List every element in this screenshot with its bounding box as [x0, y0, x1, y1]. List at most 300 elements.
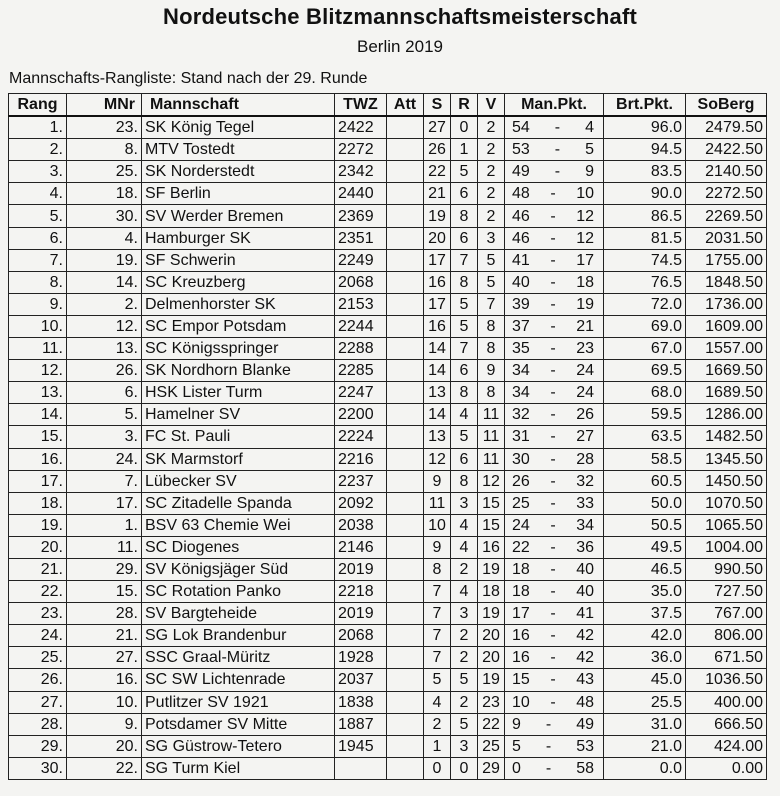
- rang-cell: 1.: [9, 116, 67, 139]
- brt-pkt-cell: 37.5: [604, 603, 686, 625]
- wins-cell: 1: [424, 735, 451, 757]
- att-cell: [387, 735, 424, 757]
- draws-cell: 2: [451, 625, 478, 647]
- draws-cell: 8: [451, 271, 478, 293]
- rang-cell: 8.: [9, 271, 67, 293]
- wins-cell: 2: [424, 713, 451, 735]
- wins-cell: 13: [424, 382, 451, 404]
- rang-cell: 23.: [9, 603, 67, 625]
- wins-cell: 0: [424, 757, 451, 779]
- man-pkt-cell: [505, 116, 604, 139]
- wins-cell: 4: [424, 691, 451, 713]
- table-row: [9, 271, 767, 293]
- table-row: [9, 625, 767, 647]
- rang-cell: 30.: [9, 757, 67, 779]
- soberg-cell: 767.00: [686, 603, 767, 625]
- man-pkt-dash: -: [550, 693, 556, 711]
- att-cell: [387, 382, 424, 404]
- team-cell: SF Berlin: [142, 183, 335, 205]
- table-row: [9, 205, 767, 227]
- table-row: [9, 139, 767, 161]
- twz-cell: 2440: [335, 183, 387, 205]
- wins-cell: 22: [424, 161, 451, 183]
- soberg-cell: 1689.50: [686, 382, 767, 404]
- wins-cell: 7: [424, 625, 451, 647]
- man-pkt-plus: 18: [512, 583, 530, 601]
- soberg-cell: 1450.50: [686, 470, 767, 492]
- man-pkt-cell: [505, 315, 604, 337]
- team-cell: SG Lok Brandenbur: [142, 625, 335, 647]
- att-cell: [387, 470, 424, 492]
- man-pkt-dash: -: [550, 472, 556, 490]
- man-pkt-cell: [505, 382, 604, 404]
- man-pkt-minus: 43: [576, 671, 594, 689]
- mnr-cell: 12.: [67, 315, 142, 337]
- rang-cell: 22.: [9, 581, 67, 603]
- brt-pkt-cell: 81.5: [604, 227, 686, 249]
- twz-cell: 2218: [335, 581, 387, 603]
- losses-cell: 3: [478, 227, 505, 249]
- brt-pkt-cell: 49.5: [604, 536, 686, 558]
- draws-cell: 4: [451, 514, 478, 536]
- att-cell: [387, 691, 424, 713]
- team-cell: SC Königsspringer: [142, 338, 335, 360]
- mnr-cell: 5.: [67, 404, 142, 426]
- table-row: [9, 581, 767, 603]
- team-cell: SC Diogenes: [142, 536, 335, 558]
- table-row: [9, 669, 767, 691]
- table-row: [9, 338, 767, 360]
- wins-cell: 9: [424, 536, 451, 558]
- losses-cell: 2: [478, 183, 505, 205]
- mnr-cell: 9.: [67, 713, 142, 735]
- man-pkt-dash: -: [550, 428, 556, 446]
- man-pkt-plus: 46: [512, 207, 530, 225]
- table-row: [9, 514, 767, 536]
- man-pkt-minus: 34: [576, 516, 594, 534]
- brt-pkt-cell: 69.5: [604, 360, 686, 382]
- brt-pkt-cell: 46.5: [604, 558, 686, 580]
- wins-cell: 16: [424, 315, 451, 337]
- soberg-cell: 666.50: [686, 713, 767, 735]
- team-cell: SC Empor Potsdam: [142, 315, 335, 337]
- brt-pkt-cell: 42.0: [604, 625, 686, 647]
- att-cell: [387, 338, 424, 360]
- man-pkt-dash: -: [550, 384, 556, 402]
- man-pkt-dash: -: [545, 737, 552, 755]
- att-cell: [387, 183, 424, 205]
- man-pkt-cell: [505, 603, 604, 625]
- mnr-cell: 10.: [67, 691, 142, 713]
- wins-cell: 14: [424, 360, 451, 382]
- man-pkt-plus: 53: [512, 141, 530, 159]
- soberg-cell: 1036.50: [686, 669, 767, 691]
- twz-cell: 2019: [335, 558, 387, 580]
- header-att: Att: [387, 94, 424, 117]
- man-pkt-dash: -: [550, 229, 556, 247]
- table-row: [9, 757, 767, 779]
- man-pkt-plus: 32: [512, 406, 530, 424]
- soberg-cell: 1669.50: [686, 360, 767, 382]
- wins-cell: 12: [424, 448, 451, 470]
- man-pkt-dash: -: [550, 406, 556, 424]
- mnr-cell: 11.: [67, 536, 142, 558]
- losses-cell: 2: [478, 161, 505, 183]
- soberg-cell: 1848.50: [686, 271, 767, 293]
- man-pkt-cell: [505, 492, 604, 514]
- draws-cell: 4: [451, 536, 478, 558]
- wins-cell: 7: [424, 603, 451, 625]
- man-pkt-minus: 58: [576, 759, 594, 777]
- man-pkt-plus: 15: [512, 671, 530, 689]
- losses-cell: 18: [478, 581, 505, 603]
- man-pkt-plus: 16: [512, 649, 530, 667]
- draws-cell: 4: [451, 581, 478, 603]
- rang-cell: 16.: [9, 448, 67, 470]
- losses-cell: 2: [478, 139, 505, 161]
- header-twz: TWZ: [335, 94, 387, 117]
- table-row: [9, 360, 767, 382]
- man-pkt-dash: -: [550, 273, 556, 291]
- draws-cell: 3: [451, 735, 478, 757]
- table-row: [9, 470, 767, 492]
- man-pkt-minus: 53: [576, 737, 594, 755]
- table-row: [9, 492, 767, 514]
- mnr-cell: 28.: [67, 603, 142, 625]
- rang-cell: 21.: [9, 558, 67, 580]
- man-pkt-dash: -: [550, 251, 556, 269]
- header-s: S: [424, 94, 451, 117]
- soberg-cell: 400.00: [686, 691, 767, 713]
- att-cell: [387, 315, 424, 337]
- brt-pkt-cell: 76.5: [604, 271, 686, 293]
- man-pkt-plus: 49: [512, 163, 530, 181]
- att-cell: [387, 448, 424, 470]
- twz-cell: 2068: [335, 271, 387, 293]
- man-pkt-dash: -: [550, 605, 556, 623]
- losses-cell: 15: [478, 492, 505, 514]
- soberg-cell: 806.00: [686, 625, 767, 647]
- twz-cell: 2216: [335, 448, 387, 470]
- mnr-cell: 26.: [67, 360, 142, 382]
- att-cell: [387, 647, 424, 669]
- team-cell: SK Norderstedt: [142, 161, 335, 183]
- brt-pkt-cell: 25.5: [604, 691, 686, 713]
- soberg-cell: 727.50: [686, 581, 767, 603]
- wins-cell: 19: [424, 205, 451, 227]
- man-pkt-plus: 0: [512, 759, 521, 777]
- mnr-cell: 21.: [67, 625, 142, 647]
- rang-cell: 9.: [9, 293, 67, 315]
- mnr-cell: 18.: [67, 183, 142, 205]
- wins-cell: 11: [424, 492, 451, 514]
- wins-cell: 5: [424, 669, 451, 691]
- man-pkt-plus: 37: [512, 317, 530, 335]
- man-pkt-dash: -: [550, 561, 556, 579]
- rang-cell: 5.: [9, 205, 67, 227]
- draws-cell: 5: [451, 426, 478, 448]
- team-cell: Hamelner SV: [142, 404, 335, 426]
- draws-cell: 6: [451, 448, 478, 470]
- man-pkt-dash: -: [554, 119, 561, 137]
- brt-pkt-cell: 69.0: [604, 315, 686, 337]
- twz-cell: 2351: [335, 227, 387, 249]
- rang-cell: 18.: [9, 492, 67, 514]
- rang-cell: 24.: [9, 625, 67, 647]
- draws-cell: 8: [451, 382, 478, 404]
- man-pkt-dash: -: [550, 583, 556, 601]
- man-pkt-dash: -: [550, 185, 556, 203]
- man-pkt-plus: 25: [512, 494, 530, 512]
- losses-cell: 8: [478, 382, 505, 404]
- table-row: [9, 735, 767, 757]
- wins-cell: 27: [424, 116, 451, 139]
- man-pkt-minus: 36: [576, 538, 594, 556]
- wins-cell: 8: [424, 558, 451, 580]
- rang-cell: 28.: [9, 713, 67, 735]
- man-pkt-minus: 9: [585, 163, 594, 181]
- man-pkt-dash: -: [550, 317, 556, 335]
- rang-cell: 6.: [9, 227, 67, 249]
- losses-cell: 9: [478, 360, 505, 382]
- brt-pkt-cell: 68.0: [604, 382, 686, 404]
- twz-cell: 1928: [335, 647, 387, 669]
- soberg-cell: 424.00: [686, 735, 767, 757]
- draws-cell: 6: [451, 183, 478, 205]
- man-pkt-cell: [505, 735, 604, 757]
- table-row: [9, 603, 767, 625]
- wins-cell: 9: [424, 470, 451, 492]
- twz-cell: 2237: [335, 470, 387, 492]
- wins-cell: 21: [424, 183, 451, 205]
- mnr-cell: 25.: [67, 161, 142, 183]
- soberg-cell: 1736.00: [686, 293, 767, 315]
- att-cell: [387, 249, 424, 271]
- man-pkt-cell: [505, 404, 604, 426]
- man-pkt-cell: [505, 558, 604, 580]
- att-cell: [387, 625, 424, 647]
- losses-cell: 11: [478, 404, 505, 426]
- draws-cell: 2: [451, 558, 478, 580]
- man-pkt-minus: 24: [576, 384, 594, 402]
- wins-cell: 20: [424, 227, 451, 249]
- team-cell: SC Zitadelle Spanda: [142, 492, 335, 514]
- rang-cell: 2.: [9, 139, 67, 161]
- losses-cell: 8: [478, 338, 505, 360]
- rang-cell: 20.: [9, 536, 67, 558]
- man-pkt-minus: 40: [576, 561, 594, 579]
- soberg-cell: 1482.50: [686, 426, 767, 448]
- losses-cell: 8: [478, 315, 505, 337]
- man-pkt-minus: 21: [576, 317, 594, 335]
- man-pkt-minus: 42: [576, 627, 594, 645]
- man-pkt-dash: -: [550, 538, 556, 556]
- att-cell: [387, 360, 424, 382]
- draws-cell: 4: [451, 404, 478, 426]
- man-pkt-cell: [505, 271, 604, 293]
- rang-cell: 11.: [9, 338, 67, 360]
- brt-pkt-cell: 83.5: [604, 161, 686, 183]
- mnr-cell: 19.: [67, 249, 142, 271]
- brt-pkt-cell: 94.5: [604, 139, 686, 161]
- att-cell: [387, 514, 424, 536]
- twz-cell: 2249: [335, 249, 387, 271]
- man-pkt-plus: 30: [512, 450, 530, 468]
- twz-cell: 2153: [335, 293, 387, 315]
- att-cell: [387, 271, 424, 293]
- team-cell: HSK Lister Turm: [142, 382, 335, 404]
- table-row: [9, 558, 767, 580]
- losses-cell: 23: [478, 691, 505, 713]
- twz-cell: 2092: [335, 492, 387, 514]
- att-cell: [387, 492, 424, 514]
- man-pkt-dash: -: [545, 759, 552, 777]
- man-pkt-plus: 16: [512, 627, 530, 645]
- man-pkt-minus: 19: [576, 295, 594, 313]
- losses-cell: 12: [478, 470, 505, 492]
- man-pkt-minus: 48: [576, 693, 594, 711]
- draws-cell: 0: [451, 757, 478, 779]
- soberg-cell: 1286.00: [686, 404, 767, 426]
- brt-pkt-cell: 45.0: [604, 669, 686, 691]
- team-cell: FC St. Pauli: [142, 426, 335, 448]
- man-pkt-plus: 5: [512, 737, 521, 755]
- losses-cell: 7: [478, 293, 505, 315]
- draws-cell: 7: [451, 249, 478, 271]
- table-row: [9, 116, 767, 139]
- table-row: [9, 293, 767, 315]
- brt-pkt-cell: 59.5: [604, 404, 686, 426]
- team-cell: SC Kreuzberg: [142, 271, 335, 293]
- att-cell: [387, 536, 424, 558]
- brt-pkt-cell: 90.0: [604, 183, 686, 205]
- rang-cell: 19.: [9, 514, 67, 536]
- rang-cell: 14.: [9, 404, 67, 426]
- draws-cell: 1: [451, 139, 478, 161]
- man-pkt-cell: [505, 757, 604, 779]
- att-cell: [387, 558, 424, 580]
- team-cell: SG Güstrow-Tetero: [142, 735, 335, 757]
- brt-pkt-cell: 58.5: [604, 448, 686, 470]
- soberg-cell: 2422.50: [686, 139, 767, 161]
- att-cell: [387, 139, 424, 161]
- mnr-cell: 24.: [67, 448, 142, 470]
- mnr-cell: 22.: [67, 757, 142, 779]
- team-cell: MTV Tostedt: [142, 139, 335, 161]
- soberg-cell: 2272.50: [686, 183, 767, 205]
- man-pkt-dash: -: [550, 494, 556, 512]
- man-pkt-cell: [505, 713, 604, 735]
- att-cell: [387, 116, 424, 139]
- twz-cell: 2272: [335, 139, 387, 161]
- mnr-cell: 7.: [67, 470, 142, 492]
- man-pkt-cell: [505, 448, 604, 470]
- team-cell: Delmenhorster SK: [142, 293, 335, 315]
- header-man-pkt: Man.Pkt.: [505, 94, 604, 117]
- man-pkt-plus: 34: [512, 384, 530, 402]
- man-pkt-minus: 12: [576, 207, 594, 225]
- table-row: [9, 426, 767, 448]
- man-pkt-cell: [505, 669, 604, 691]
- rang-cell: 15.: [9, 426, 67, 448]
- man-pkt-minus: 17: [576, 251, 594, 269]
- man-pkt-cell: [505, 647, 604, 669]
- header-brt-pkt: Brt.Pkt.: [604, 94, 686, 117]
- mnr-cell: 3.: [67, 426, 142, 448]
- draws-cell: 8: [451, 205, 478, 227]
- draws-cell: 6: [451, 360, 478, 382]
- man-pkt-dash: -: [550, 340, 556, 358]
- man-pkt-dash: -: [545, 715, 552, 733]
- man-pkt-dash: -: [550, 362, 556, 380]
- team-cell: Potsdamer SV Mitte: [142, 713, 335, 735]
- wins-cell: 17: [424, 249, 451, 271]
- brt-pkt-cell: 35.0: [604, 581, 686, 603]
- brt-pkt-cell: 86.5: [604, 205, 686, 227]
- man-pkt-minus: 27: [576, 428, 594, 446]
- man-pkt-minus: 40: [576, 583, 594, 601]
- losses-cell: 20: [478, 647, 505, 669]
- twz-cell: 1838: [335, 691, 387, 713]
- team-cell: Putlitzer SV 1921: [142, 691, 335, 713]
- soberg-cell: 1557.00: [686, 338, 767, 360]
- losses-cell: 20: [478, 625, 505, 647]
- man-pkt-cell: [505, 426, 604, 448]
- rang-cell: 27.: [9, 691, 67, 713]
- soberg-cell: 2479.50: [686, 116, 767, 139]
- soberg-cell: 1609.00: [686, 315, 767, 337]
- wins-cell: 14: [424, 338, 451, 360]
- att-cell: [387, 713, 424, 735]
- rang-cell: 10.: [9, 315, 67, 337]
- mnr-cell: 1.: [67, 514, 142, 536]
- man-pkt-dash: -: [554, 141, 561, 159]
- rang-cell: 26.: [9, 669, 67, 691]
- table-row: [9, 713, 767, 735]
- brt-pkt-cell: 0.0: [604, 757, 686, 779]
- soberg-cell: 0.00: [686, 757, 767, 779]
- man-pkt-minus: 33: [576, 494, 594, 512]
- man-pkt-plus: 18: [512, 561, 530, 579]
- att-cell: [387, 426, 424, 448]
- brt-pkt-cell: 67.0: [604, 338, 686, 360]
- brt-pkt-cell: 36.0: [604, 647, 686, 669]
- man-pkt-dash: -: [550, 207, 556, 225]
- man-pkt-plus: 24: [512, 516, 530, 534]
- wins-cell: 13: [424, 426, 451, 448]
- man-pkt-minus: 12: [576, 229, 594, 247]
- soberg-cell: 1065.50: [686, 514, 767, 536]
- man-pkt-minus: 5: [585, 141, 594, 159]
- twz-cell: 2422: [335, 116, 387, 139]
- rang-cell: 12.: [9, 360, 67, 382]
- att-cell: [387, 293, 424, 315]
- soberg-cell: 1755.00: [686, 249, 767, 271]
- man-pkt-plus: 17: [512, 605, 530, 623]
- team-cell: SV Werder Bremen: [142, 205, 335, 227]
- mnr-cell: 16.: [67, 669, 142, 691]
- man-pkt-plus: 34: [512, 362, 530, 380]
- wins-cell: 26: [424, 139, 451, 161]
- twz-cell: 2068: [335, 625, 387, 647]
- team-cell: SK Nordhorn Blanke: [142, 360, 335, 382]
- twz-cell: 1945: [335, 735, 387, 757]
- man-pkt-plus: 26: [512, 472, 530, 490]
- att-cell: [387, 581, 424, 603]
- att-cell: [387, 757, 424, 779]
- man-pkt-plus: 22: [512, 538, 530, 556]
- soberg-cell: 2031.50: [686, 227, 767, 249]
